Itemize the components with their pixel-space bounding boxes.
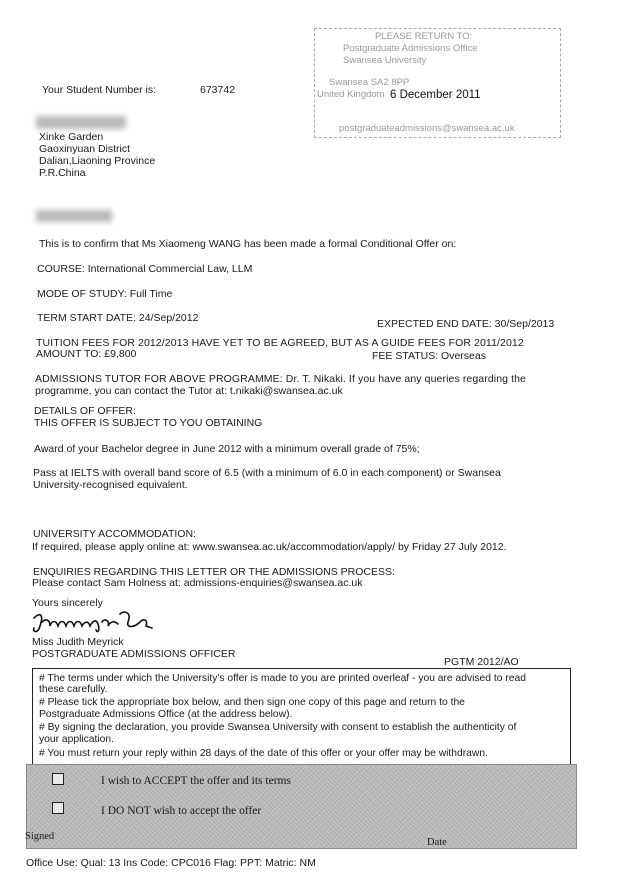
student-number-value: 673742	[200, 84, 236, 96]
accept-checkbox[interactable]	[52, 773, 64, 785]
mode-of-study: MODE OF STUDY: Full Time	[37, 288, 173, 300]
signatory-name: Miss Judith Meyrick	[32, 636, 124, 648]
closing-salutation: Yours sincerely	[32, 597, 103, 609]
notice-line: # The terms under which the University's offer is made to you are printed overleaf - you are advised to read	[39, 673, 526, 684]
term-start-date: TERM START DATE: 24/Sep/2012	[37, 312, 199, 324]
address-line: Xinke Garden	[39, 131, 104, 143]
tutor-contact-line: programme, you can contact the Tutor at: t.nikaki@swansea.ac.uk	[35, 385, 343, 397]
letter-date: 6 December 2011	[390, 89, 481, 101]
enquiries-heading: ENQUIRIES REGARDING THIS LETTER OR THE ADMISSIONS PROCESS:	[33, 566, 395, 578]
redacted-recipient-name	[36, 116, 126, 129]
redacted-salutation	[36, 210, 112, 222]
office-use-line: Office Use: Qual: 13 Ins Code: CPC016 Flag: PPT: Matric: NM	[26, 857, 316, 869]
details-heading: DETAILS OF OFFER:	[34, 405, 136, 417]
return-address-stamp	[314, 28, 561, 138]
decline-checkbox[interactable]	[52, 802, 64, 814]
signature-image	[28, 608, 158, 638]
return-address-line: Swansea University	[343, 55, 427, 66]
offer-condition: University-recognised equivalent.	[33, 479, 188, 491]
fee-amount: AMOUNT TO: £9,800	[36, 348, 137, 360]
notice-line: # You must return your reply within 28 days of the date of this offer or your offer may be withdrawn.	[39, 748, 488, 759]
accommodation-heading: UNIVERSITY ACCOMMODATION:	[33, 528, 196, 540]
tuition-fees-line: TUITION FEES FOR 2012/2013 HAVE YET TO BE AGREED, BUT AS A GUIDE FEES FOR 2011/2012	[36, 337, 524, 349]
notice-line: your application.	[39, 734, 114, 745]
course-line: COURSE: International Commercial Law, LLM	[37, 263, 253, 275]
return-address-line: Swansea SA2 8PP	[329, 77, 410, 88]
return-address-email: postgraduateadmissions@swansea.ac.uk	[339, 123, 515, 134]
notice-line: these carefully.	[39, 684, 108, 695]
date-label: Date	[427, 837, 447, 848]
fee-status: FEE STATUS: Overseas	[372, 350, 486, 362]
return-address-line: PLEASE RETURN TO:	[375, 31, 473, 42]
return-address-line: Postgraduate Admissions Office	[343, 43, 478, 54]
signatory-title: POSTGRADUATE ADMISSIONS OFFICER	[32, 648, 236, 660]
offer-intro: This is to confirm that Ms Xiaomeng WANG has been made a formal Conditional Offer on:	[39, 238, 457, 250]
accept-label: I wish to ACCEPT the offer and its terms	[101, 775, 291, 787]
accommodation-text: If required, please apply online at: www.swansea.ac.uk/accommodation/apply/ by Friday 27 July 2012.	[32, 541, 507, 553]
signed-label: Signed	[25, 831, 55, 842]
student-number-label: Your Student Number is:	[42, 84, 157, 96]
address-line: Gaoxinyuan District	[39, 143, 131, 155]
address-line: Dalian,Liaoning Province	[39, 155, 156, 167]
expected-end-date: EXPECTED END DATE: 30/Sep/2013	[377, 318, 555, 330]
enquiries-text: Please contact Sam Holness at: admissions-enquiries@swansea.ac.uk	[32, 577, 363, 589]
offer-condition: Pass at IELTS with overall band score of 6.5 (with a minimum of 6.0 in each component) or Swansea	[33, 467, 501, 479]
document-code: PGTM 2012/AO	[444, 656, 519, 668]
notice-line: Postgraduate Admissions Office (at the address below).	[39, 709, 293, 720]
reply-section	[26, 764, 577, 849]
notices-box	[32, 668, 571, 766]
return-address-line: United Kingdom	[317, 89, 385, 100]
admissions-tutor-line: ADMISSIONS TUTOR FOR ABOVE PROGRAMME: Dr. T. Nikaki. If you have any queries regarding the	[35, 373, 526, 385]
offer-condition: Award of your Bachelor degree in June 2012 with a minimum overall grade of 75%;	[34, 443, 420, 455]
decline-label: I DO NOT wish to accept the offer	[101, 805, 262, 817]
address-line: P.R.China	[39, 167, 86, 179]
recipient-address	[39, 131, 155, 179]
subject-to-line: THIS OFFER IS SUBJECT TO YOU OBTAINING	[34, 417, 263, 429]
notice-line: # By signing the declaration, you provide Swansea University with consent to establish the authenticity of	[39, 722, 517, 733]
notice-line: # Please tick the appropriate box below, and then sign one copy of this page and return to the	[39, 697, 465, 708]
